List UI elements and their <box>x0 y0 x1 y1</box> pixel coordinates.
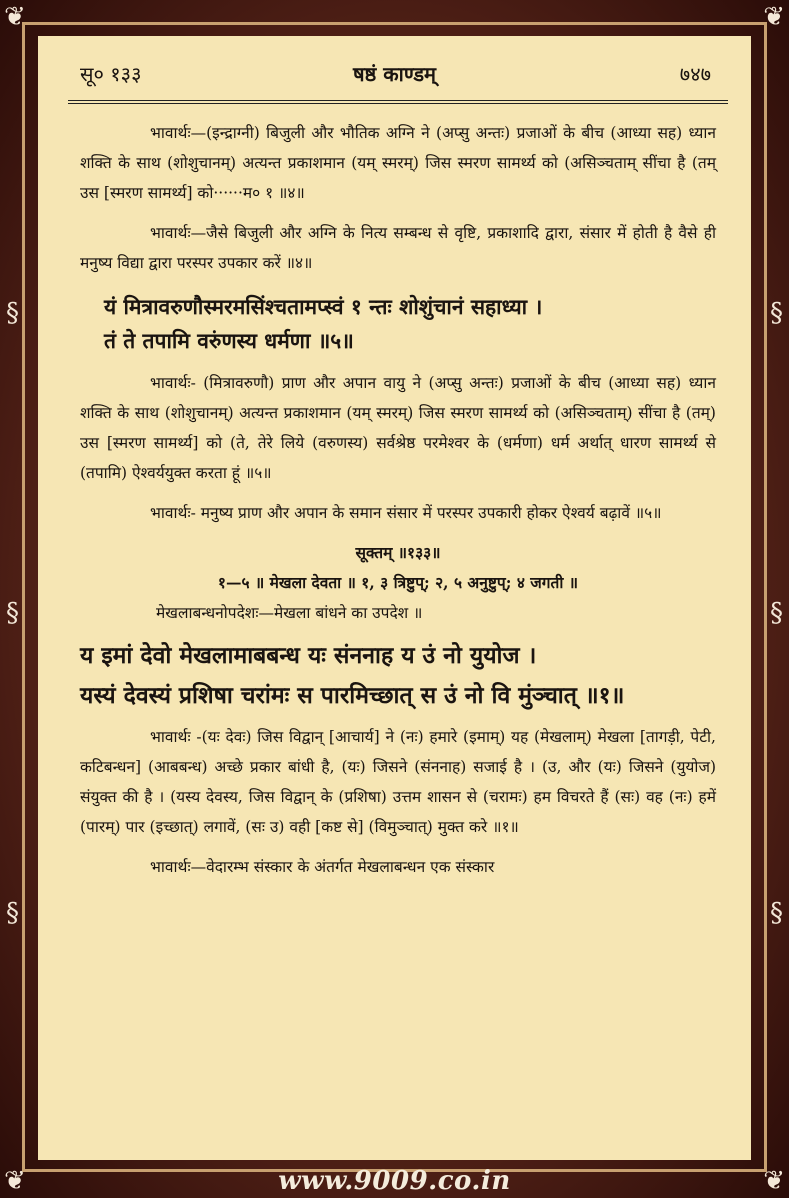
corner-swirl-icon: ❦ <box>4 1166 26 1196</box>
page-number: ७४७ <box>679 62 711 86</box>
bhavartha-paragraph: भावार्थः- (मित्रावरुणौ) प्राण और अपान वायु ने (अप्सु अन्तः) प्रजाओं के बीच (आध्या सह) ध्यान शक्ति के साथ (शोशुचानम्) अत्यन्त प्रकाशमान (यम् स्मरम्) जिस स्मरण सामर्थ्य को (असिञ्चताम्) सींचा है (तम्) उस [स्मरण सामर्थ्य] को (ते, तेरे लिये (वरुणस्य) सर्वश्रेष्ठ परमेश्वर के (धर्मणा) धर्म अर्थात् धारण सामर्थ्य से (तपामि) ऐश्वर्ययुक्त करता हूं ॥५॥ <box>80 374 716 482</box>
side-swirl-icon: § <box>6 898 19 928</box>
side-swirl-icon: § <box>6 598 19 628</box>
mantra-line: य इमां देवो मेखलामाबबन्ध यः संननाह य उं नो युयोज । <box>80 642 537 669</box>
mantra-line: यं मित्रावरुणौस्मरमसिंश्चतामप्स्वं १ न्तः शोशुंचानं सहाध्या । <box>104 294 543 319</box>
devata-meta: १—५ ॥ मेखला देवता ॥ १, ३ त्रिष्टुप्; २, ५ अनुष्टुप्; ४ जगती ॥ <box>217 573 579 592</box>
header-rule <box>68 100 728 104</box>
mantra-line: यस्यं देवस्यं प्रशिषा चरांमः स पारमिच्छात् स उं नो वि मुंञ्चात् ॥१॥ <box>80 682 625 709</box>
kanda-title: षष्ठं काण्डम् <box>352 62 436 86</box>
bhavartha-paragraph: भावार्थः—वेदारम्भ संस्कार के अंतर्गत मेखलाबन्धन एक संस्कार <box>150 858 495 876</box>
bhavartha-paragraph: भावार्थः -(यः देवः) जिस विद्वान् [आचार्य] ने (नः) हमारे (इमाम्) यह (मेखलाम्) मेखला [तागड़ी, पेटी, कटिबन्धन] (आबबन्ध) अच्छे प्रकार बांधी है, (यः) जिसने (संननाह) सजाई है । (उ, और (यः) जिसने (युयोज) संयुक्त की है । (यस्य देवस्य, जिस विद्वान् के (प्रशिषा) उत्तम शासन से (चरामः) हम विचरते हैं (सः) वह (नः) हमें (पारम्) पार (इच्छात्) लगावें, (सः उ) वही [कष्ट से] (विमुञ्चात्) मुक्त करे ॥१॥ <box>80 728 716 836</box>
side-swirl-icon: § <box>6 298 19 328</box>
mantra-verse <box>80 290 716 358</box>
mantra-line: तं ते तपामि वरुंणस्य धर्मणा ॥५॥ <box>104 328 354 353</box>
bhavartha-paragraph: भावार्थः—जैसे बिजुली और अग्नि के नित्य सम्बन्ध से वृष्टि, प्रकाशादि द्वारा, संसार में होती है वैसे ही मनुष्य विद्या द्वारा परस्पर उपकार करें ॥४॥ <box>80 224 716 272</box>
sukta-number: सू० १३३ <box>80 62 142 86</box>
side-swirl-icon: § <box>770 898 783 928</box>
corner-swirl-icon: ❦ <box>763 1166 785 1196</box>
side-swirl-icon: § <box>770 598 783 628</box>
sukta-title: सूक्तम् ॥१३३॥ <box>355 543 441 562</box>
side-swirl-icon: § <box>770 298 783 328</box>
topic-line: मेखलाबन्धनोपदेशः—मेखला बांधने का उपदेश ॥ <box>156 604 423 622</box>
corner-swirl-icon: ❦ <box>763 2 785 32</box>
mantra-verse <box>80 636 716 716</box>
corner-swirl-icon: ❦ <box>4 2 26 32</box>
website-watermark: www.9009.co.in <box>278 1166 511 1196</box>
page-header <box>38 36 751 96</box>
page-body <box>80 118 716 892</box>
bhavartha-paragraph: भावार्थः- मनुष्य प्राण और अपान के समान संसार में परस्पर उपकारी होकर ऐश्वर्य बढ़ावें ॥५॥ <box>150 504 662 522</box>
bhavartha-paragraph: भावार्थः—(इन्द्राग्नी) बिजुली और भौतिक अग्नि ने (अप्सु अन्तः) प्रजाओं के बीच (आध्या सह) ध्यान शक्ति के साथ (शोशुचानम्) अत्यन्त प्रकाशमान (यम् स्मरम्) जिस स्मरण सामर्थ्य को (असिञ्चताम् सींचा है (तम् उस [स्मरण सामर्थ्य] को······म० १ ॥४॥ <box>80 124 716 202</box>
scanned-page <box>38 36 751 1160</box>
